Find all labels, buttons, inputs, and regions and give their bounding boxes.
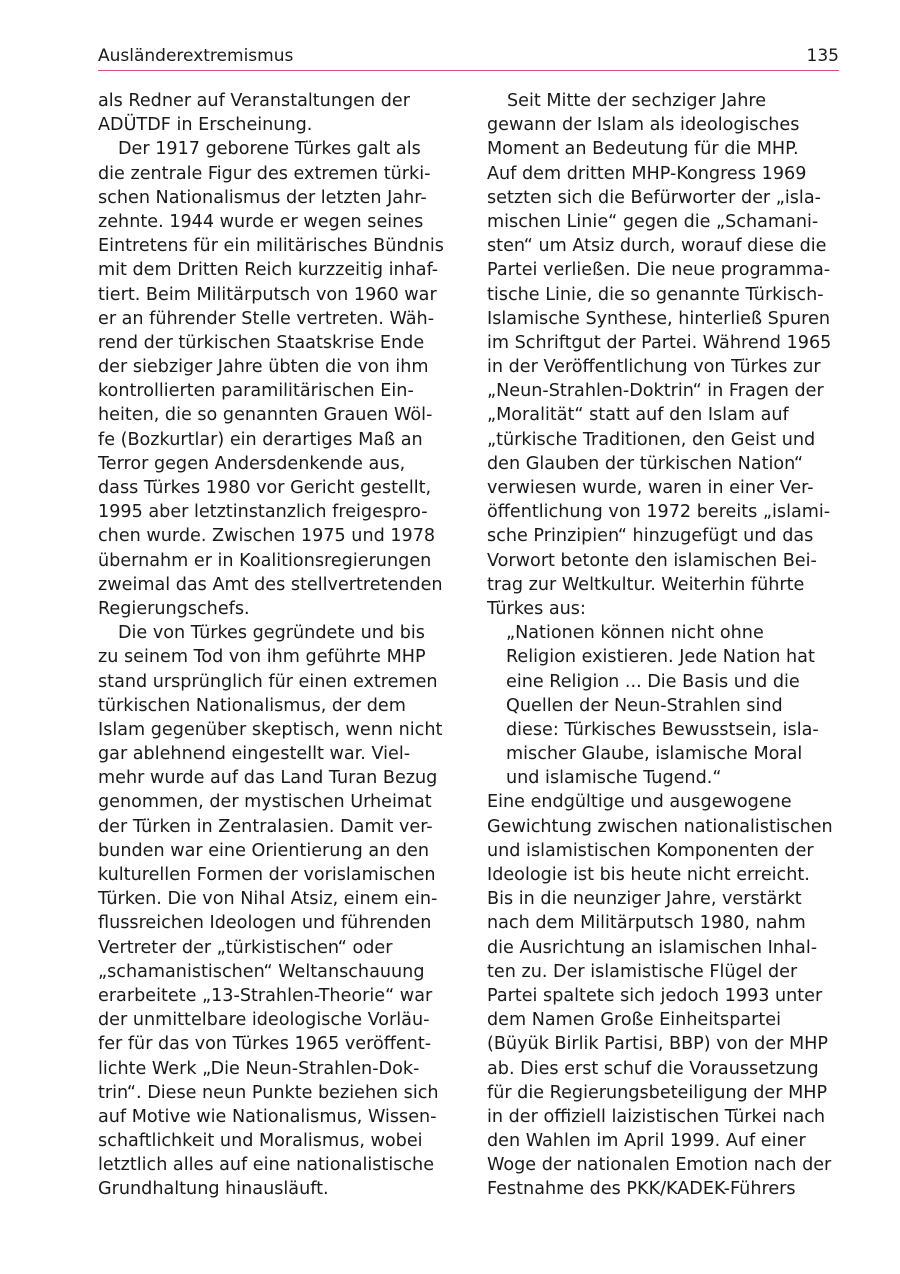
text-line: rend der türkischen Staatskrise Ende	[98, 332, 425, 353]
text-line: tische Linie, die so genannte Türkisch-	[487, 284, 824, 305]
text-line: „schamanistischen“ Weltanschauung	[98, 961, 425, 982]
quote-line: eine Religion ... Die Basis und die	[506, 671, 800, 692]
text-line: Der 1917 geborene Türkes galt als	[118, 139, 421, 160]
right-column	[487, 89, 839, 1202]
text-line: Woge der nationalen Emotion nach der	[487, 1155, 832, 1176]
text-line: setzten sich die Befürworter der „isla-	[487, 187, 821, 208]
text-line: flussreichen Ideologen und führenden	[98, 913, 432, 934]
text-line: in der offiziell laizistischen Türkei nach	[487, 1106, 826, 1127]
running-header	[98, 44, 839, 71]
text-line: der Türken in Zentralasien. Damit ver-	[98, 816, 433, 837]
text-line: Partei verließen. Die neue programma-	[487, 260, 831, 281]
text-line: Die von Türkes gegründete und bis	[118, 623, 425, 644]
text-line: der siebziger Jahre übten die von ihm	[98, 357, 429, 378]
quote-line: „Nationen können nicht ohne	[506, 623, 764, 644]
text-line: mischen Linie“ gegen die „Schamani-	[487, 211, 819, 232]
text-line: „türkische Traditionen, den Geist und	[487, 429, 816, 450]
text-line: zu seinem Tod von ihm geführte MHP	[98, 647, 426, 668]
text-line: Islam gegenüber skeptisch, wenn nicht	[98, 719, 443, 740]
text-line: Ideologie ist bis heute nicht erreicht.	[487, 865, 810, 885]
quote-line: Religion existieren. Jede Nation hat	[506, 647, 815, 668]
text-line: schaftlichkeit und Moralismus, wobei	[98, 1131, 423, 1152]
text-line: auf Motive wie Nationalismus, Wissen-	[98, 1106, 437, 1127]
text-line: sten“ um Atsiz durch, worauf diese die	[487, 236, 827, 257]
text-line: stand ursprünglich für einen extremen	[98, 671, 438, 692]
text-line: fer für das von Türkes 1965 veröffent-	[98, 1034, 432, 1055]
text-line: genommen, der mystischen Urheimat	[98, 792, 432, 813]
text-line: chen wurde. Zwischen 1975 und 1978	[98, 526, 436, 547]
text-line: Regierungschefs.	[98, 598, 250, 619]
quote-line: diese: Türkisches Bewusstsein, isla-	[506, 719, 819, 740]
text-line: kontrollierten paramilitärischen Ein-	[98, 381, 414, 402]
text-line: trin“. Diese neun Punkte beziehen sich	[98, 1082, 439, 1103]
text-line: „Moralität“ statt auf den Islam auf	[487, 405, 789, 426]
text-line: der unmittelbare ideologische Vorläu-	[98, 1010, 430, 1031]
text-line: bunden war eine Orientierung an den	[98, 840, 429, 861]
text-line: den Glauben der türkischen Nation“	[487, 453, 804, 474]
text-line: die zentrale Figur des extremen türki-	[98, 163, 431, 184]
text-line: letztlich alles auf eine nationalistische	[98, 1155, 435, 1176]
text-line: Islamische Synthese, hinterließ Spuren	[487, 308, 830, 329]
text-line: ten zu. Der islamistische Flügel der	[487, 961, 798, 982]
text-line: als Redner auf Veranstaltungen der	[98, 91, 410, 111]
text-line: verwiesen wurde, waren in einer Ver-	[487, 478, 814, 498]
text-line: gar ablehnend eingestellt war. Viel-	[98, 744, 411, 765]
text-line: Eintretens für ein militärisches Bündnis	[98, 236, 444, 257]
text-line: Vorwort betonte den islamischen Bei-	[487, 550, 817, 571]
quote-line: mischer Glaube, islamische Moral	[506, 744, 803, 765]
text-line: gewann der Islam als ideologisches	[487, 115, 800, 136]
text-line: schen Nationalismus der letzten Jahr-	[98, 187, 427, 208]
text-line: Seit Mitte der sechziger Jahre	[507, 91, 767, 111]
text-line: fe (Bozkurtlar) ein derartiges Maß an	[98, 429, 423, 450]
text-line: Vertreter der „türkistischen“ oder	[98, 937, 393, 958]
text-line: Gewichtung zwischen nationalistischen	[487, 816, 833, 837]
text-line: Auf dem dritten MHP-Kongress 1969	[487, 163, 807, 184]
text-line: Moment an Bedeutung für die MHP.	[487, 139, 799, 160]
text-line: er an führender Stelle vertreten. Wäh-	[98, 308, 435, 329]
text-line: türkischen Nationalismus, der dem	[98, 695, 406, 716]
text-line: ab. Dies erst schuf die Voraussetzung	[487, 1058, 819, 1079]
text-line: Grundhaltung hinausläuft.	[98, 1179, 329, 1200]
text-line: und islamistischen Komponenten der	[487, 840, 814, 861]
text-line: „Neun-Strahlen-Doktrin“ in Fragen der	[487, 381, 824, 402]
text-line: nach dem Militärputsch 1980, nahm	[487, 913, 806, 934]
quote-line: und islamische Tugend.“	[506, 768, 722, 789]
text-line: Terror gegen Andersdenkende aus,	[98, 453, 406, 474]
text-line: mit dem Dritten Reich kurzzeitig inhaf-	[98, 260, 439, 281]
left-column	[98, 89, 446, 1202]
text-line: erarbeitete „13-Strahlen-Theorie“ war	[98, 985, 433, 1006]
text-line: Festnahme des PKK/KADEK-Führers	[487, 1179, 796, 1200]
text-line: Partei spaltete sich jedoch 1993 unter	[487, 985, 823, 1006]
running-title: Ausländerextremismus	[98, 46, 294, 66]
text-line: im Schriftgut der Partei. Während 1965	[487, 332, 832, 353]
text-line: tiert. Beim Militärputsch von 1960 war	[98, 284, 437, 305]
text-line: dass Türkes 1980 vor Gericht gestellt,	[98, 478, 432, 498]
text-line: die Ausrichtung an islamischen Inhal-	[487, 937, 818, 958]
text-line: (Büyük Birlik Partisi, BBP) von der MHP	[487, 1034, 828, 1055]
text-line: übernahm er in Koalitionsregierungen	[98, 550, 432, 571]
text-line: den Wahlen im April 1999. Auf einer	[487, 1131, 806, 1152]
text-line: mehr wurde auf das Land Turan Bezug	[98, 768, 438, 789]
page-number: 135	[806, 46, 839, 66]
text-line: heiten, die so genannten Grauen Wöl-	[98, 405, 433, 426]
text-line: öffentlichung von 1972 bereits „islami-	[487, 502, 831, 523]
text-line: in der Veröffentlichung von Türkes zur	[487, 357, 821, 378]
text-line: zehnte. 1944 wurde er wegen seines	[98, 211, 424, 232]
text-line: dem Namen Große Einheitspartei	[487, 1010, 781, 1031]
text-line: zweimal das Amt des stellvertretenden	[98, 574, 443, 595]
text-line: Türkes aus:	[487, 598, 586, 619]
text-line: 1995 aber letztinstanzlich freigespro-	[98, 502, 428, 523]
text-line: Bis in die neunziger Jahre, verstärkt	[487, 889, 802, 910]
text-line: sche Prinzipien“ hinzugefügt und das	[487, 526, 814, 547]
text-line: trag zur Weltkultur. Weiterhin führte	[487, 574, 805, 595]
text-line: ADÜTDF in Erscheinung.	[98, 115, 313, 136]
text-line: lichte Werk „Die Neun-Strahlen-Dok-	[98, 1058, 420, 1079]
text-line: Eine endgültige und ausgewogene	[487, 792, 792, 813]
text-line: Türken. Die von Nihal Atsiz, einem ein-	[98, 889, 438, 910]
quote-line: Quellen der Neun-Strahlen sind	[506, 695, 783, 716]
text-line: kulturellen Formen der vorislamischen	[98, 865, 436, 885]
text-line: für die Regierungsbeteiligung der MHP	[487, 1082, 828, 1103]
